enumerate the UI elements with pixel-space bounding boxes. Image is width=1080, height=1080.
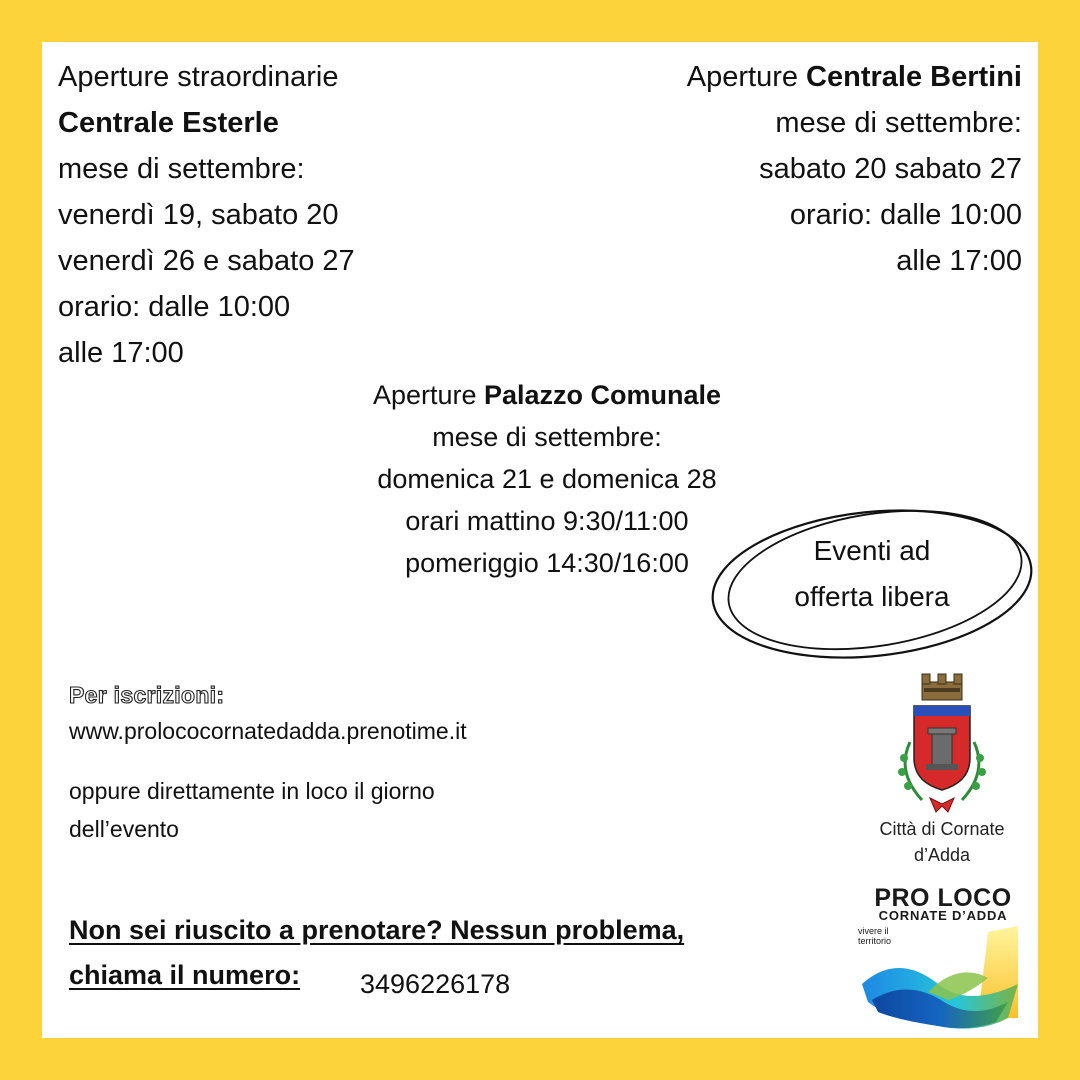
registration-alternative (69, 772, 549, 848)
phone-number[interactable]: 3496226178 (360, 969, 511, 999)
palazzo-prefix: Aperture (372, 380, 484, 410)
badge-text (762, 528, 982, 620)
proloco-tagline-1: vivere il (858, 926, 889, 936)
callout-line-1: Non sei riuscito a prenotare? Nessun problema, (69, 915, 685, 945)
palazzo-title (297, 374, 797, 416)
city-name-line-2: d’Adda (913, 845, 971, 865)
esterle-dates-2: venerdì 26 e sabato 27 (58, 245, 355, 277)
bertini-prefix: Aperture (686, 61, 807, 93)
proloco-tagline-2: territorio (858, 936, 892, 946)
registration-alt-line-1: oppure direttamente in loco il giorno (69, 778, 435, 804)
city-name (862, 816, 1022, 868)
registration-title: Per iscrizioni: (69, 682, 225, 708)
bertini-block (562, 54, 1022, 284)
proloco-subtitle: CORNATE D’ADDA (878, 908, 1008, 923)
esterle-name: Centrale Esterle (58, 107, 279, 139)
palazzo-afternoon: pomeriggio 14:30/16:00 (405, 548, 689, 578)
bertini-month: mese di settembre: (775, 107, 1022, 139)
badge-line-1: Eventi ad (813, 535, 931, 566)
esterle-intro: Aperture straordinarie (58, 61, 339, 93)
bertini-hours-2: alle 17:00 (896, 245, 1022, 277)
registration-url[interactable]: www.prolococornatedadda.prenotime.it (69, 718, 467, 744)
esterle-block (58, 54, 478, 376)
esterle-hours-2: alle 17:00 (58, 337, 184, 369)
city-name-line-1: Città di Cornate (879, 819, 1005, 839)
bertini-name: Centrale Bertini (806, 61, 1022, 93)
registration-alt-line-2: dell’evento (69, 816, 179, 842)
callout-line-2: chiama il numero: (69, 960, 301, 990)
bertini-dates: sabato 20 sabato 27 (759, 153, 1022, 185)
palazzo-morning: orari mattino 9:30/11:00 (405, 506, 689, 536)
esterle-hours-1: orario: dalle 10:00 (58, 291, 291, 323)
palazzo-dates: domenica 21 e domenica 28 (377, 464, 717, 494)
poster-card (42, 42, 1038, 1038)
esterle-dates-1: venerdì 19, sabato 20 (58, 199, 339, 231)
proloco-title: PRO LOCO (874, 884, 1012, 912)
bertini-hours-1: orario: dalle 10:00 (789, 199, 1022, 231)
palazzo-month: mese di settembre: (432, 422, 662, 452)
esterle-month: mese di settembre: (58, 153, 305, 185)
bertini-title (562, 54, 1022, 100)
city-crest-icon (882, 672, 1002, 817)
palazzo-name: Palazzo Comunale (484, 380, 722, 410)
badge-line-2: offerta libera (794, 581, 950, 612)
